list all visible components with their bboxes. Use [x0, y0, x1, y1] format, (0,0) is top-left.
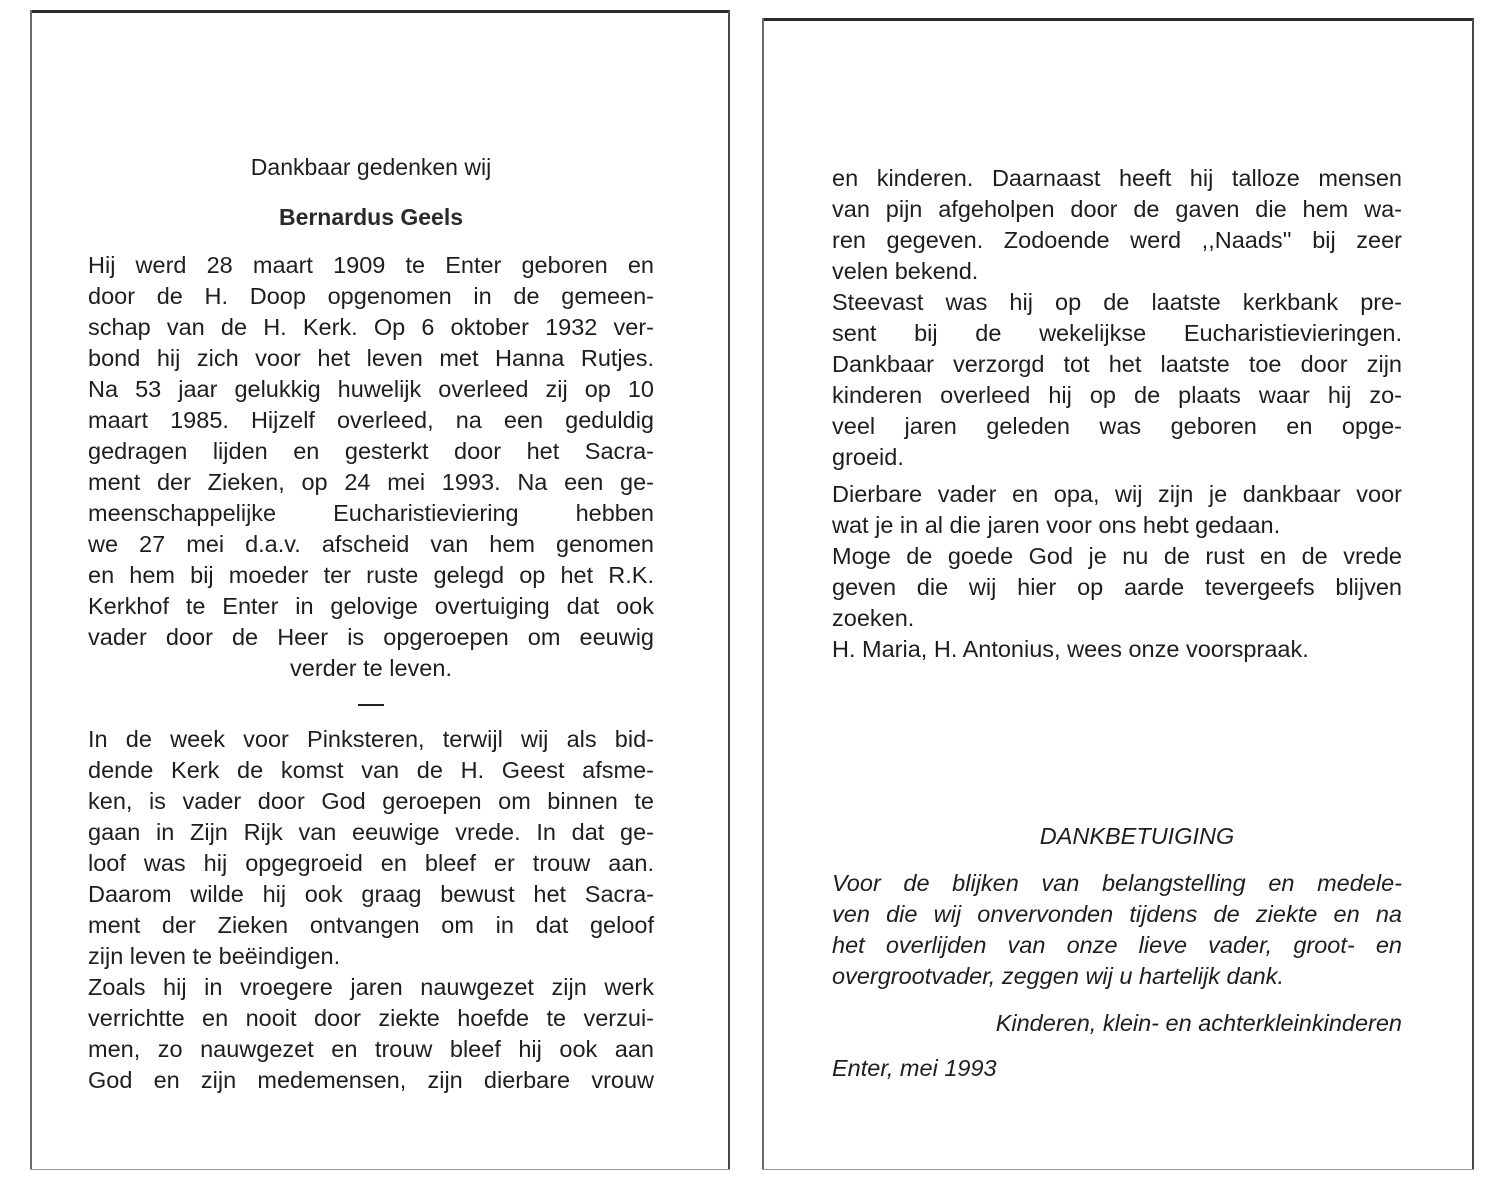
text-line: vader door de Heer is opgeroepen om eeuwig [88, 624, 654, 650]
text-line: men, zo nauwgezet en trouw bleef hij ook aan [88, 1036, 654, 1062]
text-line: bond hij zich voor het leven met Hanna Rutjes. [88, 345, 654, 371]
text-line: het overlijden van onze lieve vader, groot- en [832, 932, 1402, 958]
prayer-line: H. Maria, H. Antonius, wees onze voorspraak. [832, 636, 1309, 662]
text-line: gaan in Zijn Rijk van eeuwige vrede. In dat ge- [88, 819, 654, 845]
text-line: ken, is vader door God geroepen om binnen te [88, 788, 654, 814]
text-line: God en zijn medemensen, zijn dierbare vrouw [88, 1067, 654, 1093]
text-line: Voor de blijken van belangstelling en medele- [832, 870, 1402, 896]
text-line: sent bij de wekelijkse Eucharistievieringen. [832, 320, 1402, 346]
separator-dash [358, 704, 384, 706]
thanks-title: DANKBETUIGING [1039, 823, 1235, 849]
text-line: door de H. Doop opgenomen in de gemeen- [88, 283, 654, 309]
text-line: we 27 mei d.a.v. afscheid van hem genomen [88, 531, 654, 557]
text-line: Daarom wilde hij ook graag bewust het Sacra- [88, 881, 654, 907]
text-line: Kerkhof te Enter in gelovige overtuiging dat ook [88, 593, 654, 619]
healing-paragraph [832, 163, 1402, 287]
place-date: Enter, mei 1993 [832, 1055, 997, 1081]
right-card-text [832, 163, 1402, 1082]
text-line: zijn leven te beëindigen. [88, 943, 341, 969]
card-edge [30, 1169, 730, 1170]
text-line: en hem bij moeder ter ruste gelegd op het R.K. [88, 562, 654, 588]
text-line: ren gegeven. Zodoende werd ,,Naads'' bij zeer [832, 227, 1402, 253]
text-line: Zoals hij in vroegere jaren nauwgezet zijn werk [88, 974, 654, 1000]
text-line: Steevast was hij op de laatste kerkbank pre- [832, 289, 1402, 315]
text-line: ven die wij onvervonden tijdens de ziekte en na [832, 901, 1402, 927]
pentecost-paragraph [88, 724, 654, 972]
signature: Kinderen, klein- en achterkleinkinderen [995, 1010, 1402, 1036]
text-line: Dierbare vader en opa, wij zijn je dankbaar voor [832, 481, 1402, 507]
text-line: Na 53 jaar gelukkig huwelijk overleed zij op 10 [88, 376, 654, 402]
text-line: loof was hij opgegroeid en bleef er trouw aan. [88, 850, 654, 876]
card-edge [762, 1169, 1474, 1170]
intro-line: Dankbaar gedenken wij [250, 154, 492, 180]
text-line: en kinderen. Daarnaast heeft hij talloze mensen [832, 165, 1402, 191]
text-line: ment der Zieken, op 24 mei 1993. Na een ge- [88, 469, 654, 495]
text-line: ment der Zieken ontvangen om in dat geloof [88, 912, 654, 938]
text-line: groeid. [832, 444, 904, 470]
text-line: Moge de goede God je nu de rust en de vrede [832, 543, 1402, 569]
card-edge [762, 18, 1474, 21]
text-line: maart 1985. Hijzelf overleed, na een geduldig [88, 407, 654, 433]
thanks-paragraph [832, 868, 1402, 992]
text-line: verrichtte en nooit door ziekte hoefde te verzui- [88, 1005, 654, 1031]
church-paragraph [832, 287, 1402, 473]
card-edge [30, 10, 32, 1170]
right-card [762, 18, 1474, 1170]
text-line: kinderen overleed hij op de plaats waar hij zo- [832, 382, 1402, 408]
text-line: veel jaren geleden was geboren en opge- [832, 413, 1402, 439]
card-edge [30, 10, 730, 13]
text-line: gedragen lijden en gesterkt door het Sacra- [88, 438, 654, 464]
text-line: zoeken. [832, 605, 915, 631]
farewell-paragraph [832, 479, 1402, 665]
text-line: meenschappelijke Eucharistieviering hebben [88, 500, 654, 526]
text-line: geven die wij hier op aarde tevergeefs blijven [832, 574, 1402, 600]
text-line: velen bekend. [832, 258, 979, 284]
text-line: Dankbaar verzorgd tot het laatste toe door zijn [832, 351, 1402, 377]
text-line: wat je in al die jaren voor ons hebt gedaan. [832, 512, 1281, 538]
text-line: schap van de H. Kerk. Op 6 oktober 1932 ver- [88, 314, 654, 340]
text-line: In de week voor Pinksteren, terwijl wij als bid- [88, 726, 654, 752]
card-edge [1472, 18, 1474, 1170]
text-line: overgrootvader, zeggen wij u hartelijk dank. [832, 963, 1284, 989]
deceased-name: Bernardus Geels [278, 204, 464, 230]
text-line: dende Kerk de komst van de H. Geest afsme- [88, 757, 654, 783]
work-paragraph [88, 972, 654, 1096]
biography-paragraph [88, 250, 654, 684]
left-card-text [88, 152, 654, 1096]
text-line: van pijn afgeholpen door de gaven die hem wa- [832, 196, 1402, 222]
card-edge [762, 18, 764, 1170]
left-card [30, 10, 730, 1170]
text-line: Hij werd 28 maart 1909 te Enter geboren en [88, 252, 654, 278]
card-edge [728, 10, 730, 1170]
text-line: verder te leven. [290, 655, 452, 681]
